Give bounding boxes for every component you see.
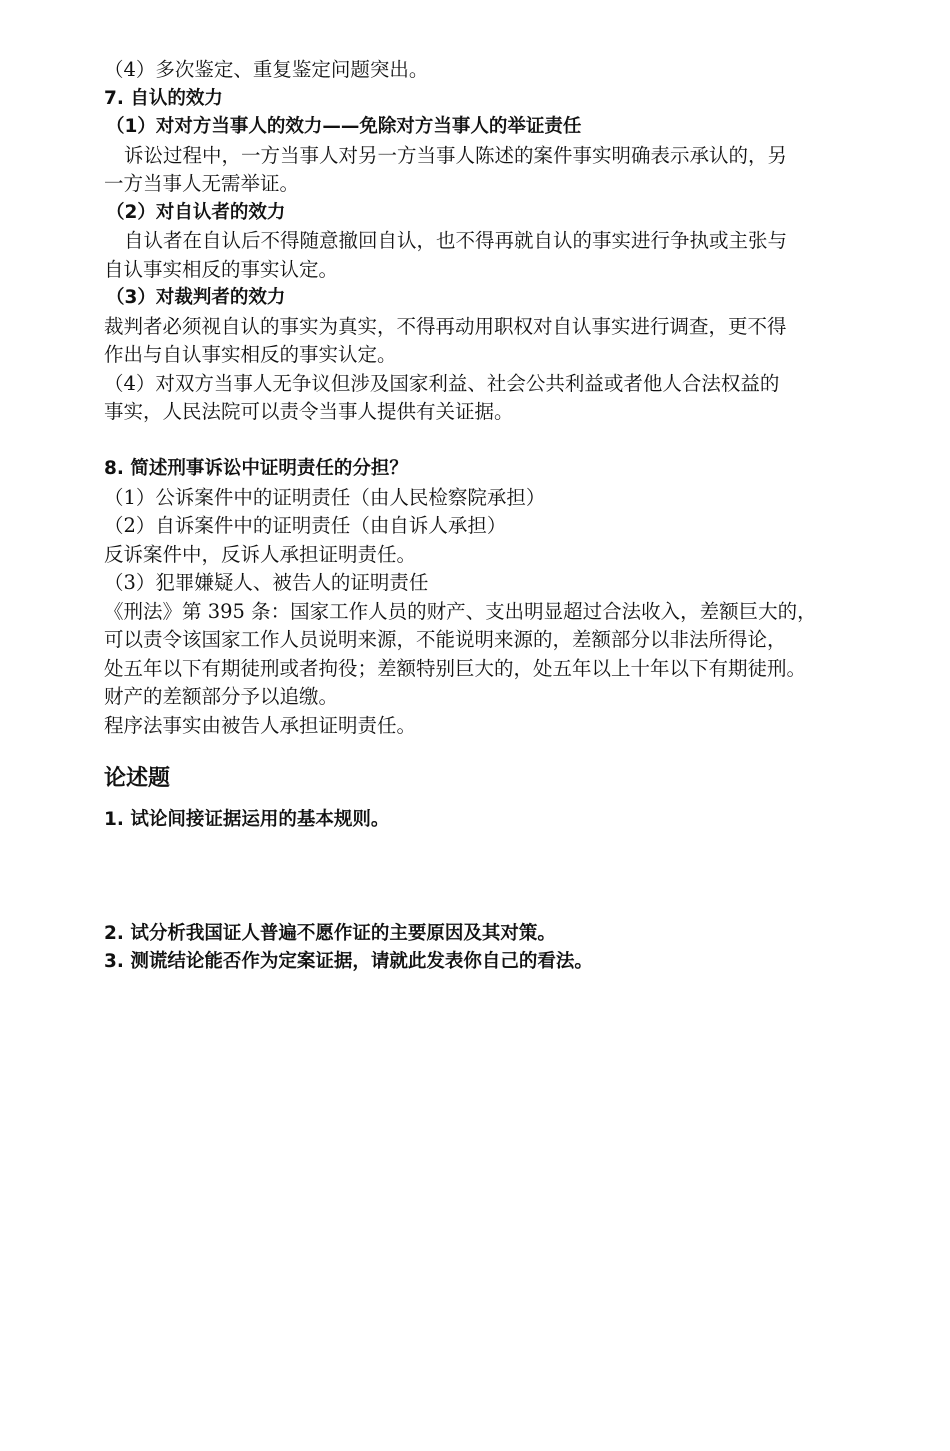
heading-7: 7. 自认的效力 — [104, 87, 223, 109]
paragraph-line: 诉讼过程中，一方当事人对另一方当事人陈述的案件事实明确表示承认的，另 — [124, 143, 788, 167]
subheading-7-1: （1）对对方当事人的效力——免除对方当事人的举证责任 — [106, 116, 582, 137]
paragraph-line: 处五年以下有期徒刑或者拘役；差额特别巨大的，处五年以上十年以下有期徒刑。 — [104, 656, 807, 680]
text-line: （4）多次鉴定、重复鉴定问题突出。 — [104, 58, 429, 81]
paragraph-line: 自认者在自认后不得随意撤回自认，也不得再就自认的事实进行争执或主张与 — [124, 229, 788, 252]
paragraph-line: 裁判者必须视自认的事实为真实，不得再动用职权对自认事实进行调查，更不得 — [104, 314, 787, 338]
paragraph-line: 财产的差额部分予以追缴。 — [104, 685, 339, 708]
paragraph-line: （1）公诉案件中的证明责任（由人民检察院承担） — [104, 485, 546, 509]
paragraph-line: 事实，人民法院可以责令当事人提供有关证据。 — [104, 400, 514, 423]
document-page — [104, 56, 856, 977]
paragraph-line: 反诉案件中，反诉人承担证明责任。 — [104, 542, 417, 566]
essay-question-2: 2. 试分析我国证人普遍不愿作证的主要原因及其对策。 — [104, 922, 556, 944]
subheading-7-3: （3）对裁判者的效力 — [106, 287, 286, 308]
essay-question-3: 3. 测谎结论能否作为定案证据，请就此发表你自己的看法。 — [104, 951, 593, 972]
essay-question-1: 1. 试论间接证据运用的基本规则。 — [104, 809, 390, 830]
paragraph-line: （3）犯罪嫌疑人、被告人的证明责任 — [104, 571, 429, 594]
paragraph-line: 一方当事人无需举证。 — [104, 172, 300, 195]
heading-8: 8. 简述刑事诉讼中证明责任的分担？ — [104, 458, 408, 479]
section-title-essay: 论述题 — [104, 766, 171, 791]
paragraph-line: 可以责令该国家工作人员说明来源，不能说明来源的，差额部分以非法所得论， — [104, 628, 787, 651]
paragraph-line: （2）自诉案件中的证明责任（由自诉人承担） — [104, 514, 507, 537]
paragraph-line: 《刑法》第 395 条：国家工作人员的财产、支出明显超过合法收入，差额巨大的， — [104, 599, 817, 623]
spacer — [104, 427, 856, 456]
spacer — [104, 835, 856, 920]
paragraph-line: 自认事实相反的事实认定。 — [104, 257, 339, 281]
subheading-7-2: （2）对自认者的效力 — [106, 201, 286, 223]
paragraph-line: 作出与自认事实相反的事实认定。 — [104, 343, 397, 366]
paragraph-line: 程序法事实由被告人承担证明责任。 — [104, 713, 417, 737]
paragraph-line: （4）对双方当事人无争议但涉及国家利益、社会公共利益或者他人合法权益的 — [104, 371, 780, 395]
